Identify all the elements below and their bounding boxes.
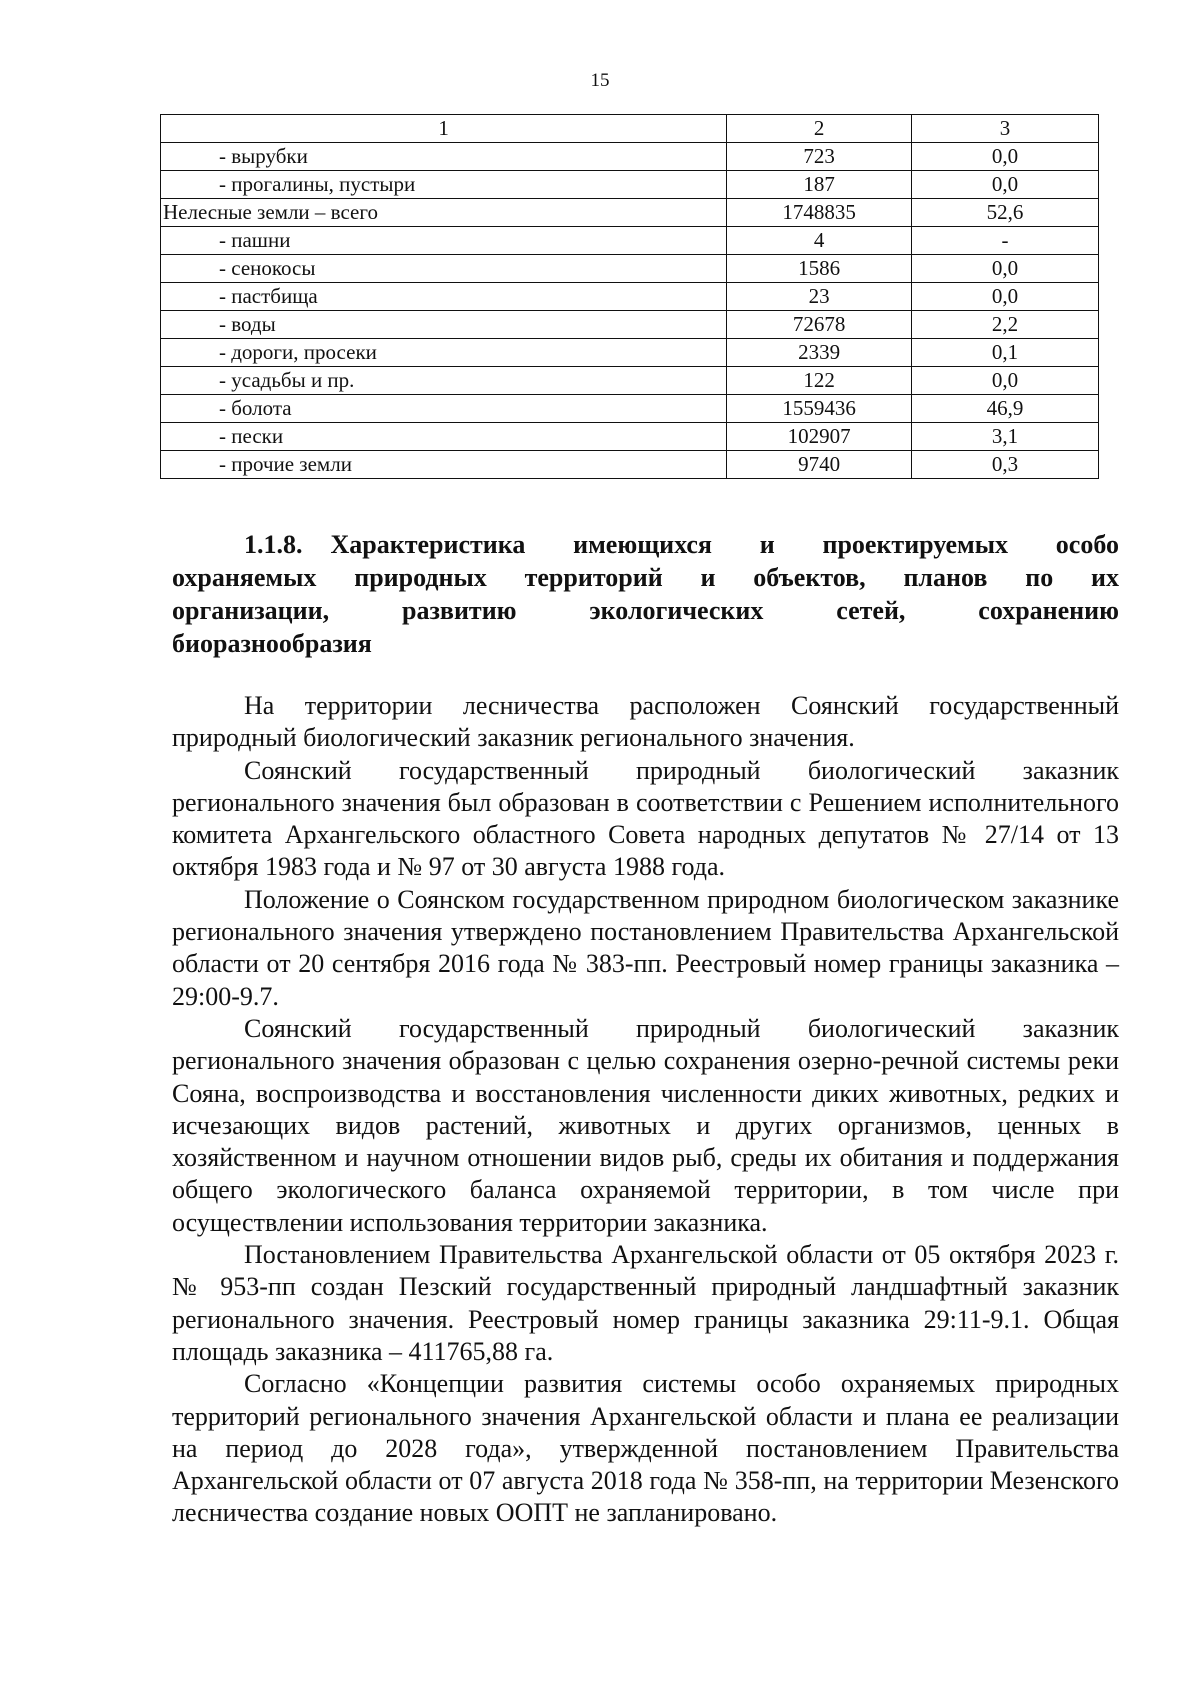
category-cell: - пески (161, 423, 727, 451)
category-cell: - усадьбы и пр. (161, 367, 727, 395)
paragraph: Соянский государственный природный биологический заказник регионального значения образован с целью сохранения озерно-речной системы реки Сояна, воспроизводства и восстановления численности диких животных, редких и исчезающих видов растений, животных и других организмов, ценных в хозяйственном и научном отношении видов рыб, среды их обитания и поддержания общего экологического баланса охраняемой территории, в том числе при осуществлении использования территории заказника. (172, 1013, 1119, 1237)
percent-cell: 0,0 (911, 143, 1098, 171)
table-row (161, 395, 1099, 423)
percent-cell: 0,0 (911, 255, 1098, 283)
percent-cell: 0,3 (911, 451, 1098, 479)
category-cell: Нелесные земли – всего (161, 199, 727, 227)
area-cell: 1559436 (727, 395, 912, 423)
category-cell: - сенокосы (161, 255, 727, 283)
percent-cell: 0,1 (911, 339, 1098, 367)
area-cell: 723 (727, 143, 912, 171)
paragraph: Положение о Соянском государственном природном биологическом заказнике регионального значения утверждено постановлением Правительства Архангельской области от 20 сентября 2016 года № 383-пп. Реестровый номер границы заказника – 29:00-9.7. (172, 884, 1119, 1011)
percent-cell: 0,0 (911, 283, 1098, 311)
area-cell: 9740 (727, 451, 912, 479)
page-number: 15 (590, 70, 610, 91)
percent-cell: 3,1 (911, 423, 1098, 451)
percent-cell: 2,2 (911, 311, 1098, 339)
table-row (161, 171, 1099, 199)
body-text (172, 690, 1119, 1530)
table-body (161, 143, 1099, 479)
area-cell: 72678 (727, 311, 912, 339)
column-header-1: 1 (161, 115, 727, 143)
percent-cell: 0,0 (911, 171, 1098, 199)
heading-line-4: биоразнообразия (172, 629, 372, 658)
table-row (161, 339, 1099, 367)
category-cell: - прочие земли (161, 451, 727, 479)
paragraph: На территории лесничества расположен Соянский государственный природный биологический заказник регионального значения. (172, 691, 1119, 753)
category-cell: - пашни (161, 227, 727, 255)
table-row (161, 311, 1099, 339)
column-header-2: 2 (727, 115, 912, 143)
percent-cell: 0,0 (911, 367, 1098, 395)
column-header-3: 3 (911, 115, 1098, 143)
area-cell: 102907 (727, 423, 912, 451)
area-cell: 2339 (727, 339, 912, 367)
paragraph: Соянский государственный природный биологический заказник регионального значения был образован в соответствии с Решением исполнительного комитета Архангельского областного Совета народных депутатов № 27/14 от 13 октября 1983 года и № 97 от 30 августа 1988 года. (172, 755, 1119, 882)
table-header-row (161, 115, 1099, 143)
land-category-table (160, 114, 1099, 479)
table-row (161, 255, 1099, 283)
table-row (161, 283, 1099, 311)
area-cell: 4 (727, 227, 912, 255)
table-row (161, 367, 1099, 395)
category-cell: - болота (161, 395, 727, 423)
category-cell: - вырубки (161, 143, 727, 171)
category-cell: - пастбища (161, 283, 727, 311)
percent-cell: 52,6 (911, 199, 1098, 227)
section-number: 1.1.8. (244, 530, 303, 559)
heading-line-2: охраняемых природных территорий и объектов, планов по их (172, 563, 1119, 592)
paragraph: Согласно «Концепции развития системы особо охраняемых природных территорий регионального значения Архангельской области и плана ее реализации на период до 2028 года», утвержденной постановлением Правительства Архангельской области от 07 августа 2018 года № 358-пп, на территории Мезенского лесничества создание новых ООПТ не запланировано. (172, 1369, 1119, 1528)
area-cell: 187 (727, 171, 912, 199)
area-cell: 1586 (727, 255, 912, 283)
section-heading (172, 528, 1119, 660)
category-cell: - воды (161, 311, 727, 339)
table-row (161, 451, 1099, 479)
table-row (161, 227, 1099, 255)
area-cell: 1748835 (727, 199, 912, 227)
heading-text-1: Характеристика имеющихся и проектируемых особо (330, 530, 1119, 559)
category-cell: - прогалины, пустыри (161, 171, 727, 199)
paragraph: Постановлением Правительства Архангельской области от 05 октября 2023 г. № 953-пп создан Пезский государственный природный ландшафтный заказник регионального значения. Реестровый номер границы заказника 29:11-9.1. Общая площадь заказника – 411765,88 га. (172, 1240, 1119, 1366)
category-cell: - дороги, просеки (161, 339, 727, 367)
heading-line-1 (172, 528, 1119, 561)
table-row (161, 199, 1099, 227)
heading-line-3: организации, развитию экологических сетей, сохранению (172, 596, 1119, 625)
area-cell: 23 (727, 283, 912, 311)
area-cell: 122 (727, 367, 912, 395)
percent-cell: 46,9 (911, 395, 1098, 423)
table-row (161, 143, 1099, 171)
percent-cell: - (911, 227, 1098, 255)
table-row (161, 423, 1099, 451)
